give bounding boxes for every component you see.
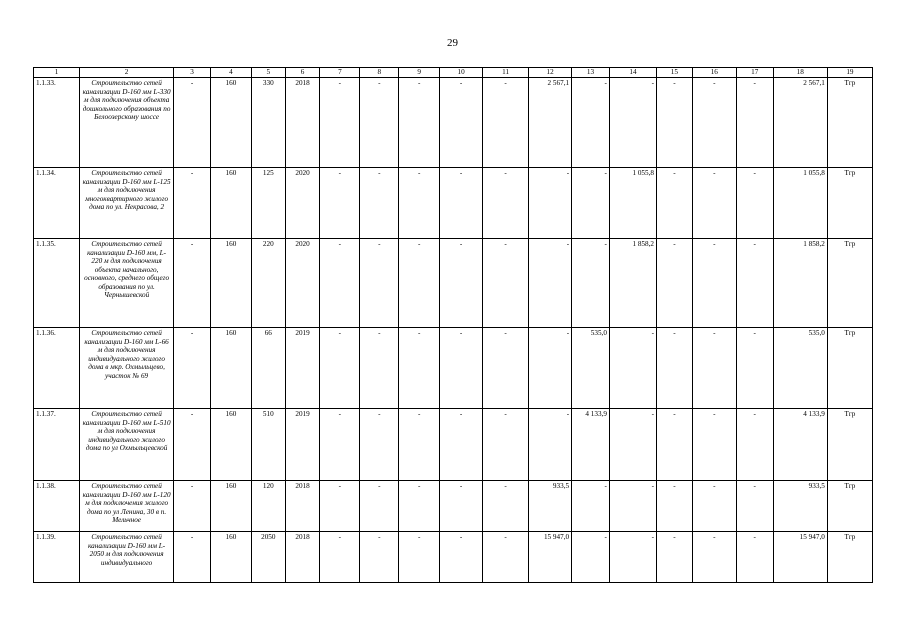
value-cell: 535,0	[773, 328, 827, 409]
value-cell: Тгр	[827, 328, 872, 409]
value-cell: -	[360, 532, 399, 583]
header-cell: 3	[174, 68, 211, 78]
header-cell: 8	[360, 68, 399, 78]
value-cell: 2020	[285, 168, 320, 239]
value-cell: -	[440, 328, 483, 409]
value-cell: 160	[210, 168, 251, 239]
table-row	[34, 409, 873, 481]
value-cell: -	[609, 328, 656, 409]
value-cell: -	[736, 409, 773, 481]
value-cell: -	[483, 239, 529, 328]
table-row	[34, 532, 873, 583]
value-cell: 2019	[285, 328, 320, 409]
header-cell: 1	[34, 68, 80, 78]
description-cell: Строительство сетей канализации D-160 мм L-330 м для подключения объекта дошкольного образования по Белоозерскому шоссе	[80, 78, 174, 168]
value-cell: -	[320, 481, 360, 532]
value-cell: -	[440, 409, 483, 481]
table-row	[34, 78, 873, 168]
row-number-cell: 1.1.35.	[34, 239, 80, 328]
value-cell: -	[692, 532, 736, 583]
value-cell: 120	[251, 481, 285, 532]
table-row	[34, 328, 873, 409]
value-cell: -	[483, 532, 529, 583]
row-number-cell: 1.1.39.	[34, 532, 80, 583]
value-cell: Тгр	[827, 168, 872, 239]
value-cell: -	[692, 168, 736, 239]
value-cell: -	[360, 481, 399, 532]
value-cell: -	[736, 168, 773, 239]
header-cell: 12	[529, 68, 572, 78]
value-cell: -	[736, 78, 773, 168]
value-cell: -	[360, 328, 399, 409]
value-cell: Тгр	[827, 409, 872, 481]
header-cell: 5	[251, 68, 285, 78]
header-cell: 9	[399, 68, 440, 78]
value-cell: 66	[251, 328, 285, 409]
header-cell: 13	[572, 68, 610, 78]
value-cell: 933,5	[529, 481, 572, 532]
value-cell: -	[360, 78, 399, 168]
value-cell: 1 055,8	[773, 168, 827, 239]
value-cell: -	[483, 481, 529, 532]
value-cell: -	[399, 168, 440, 239]
value-cell: -	[483, 78, 529, 168]
description-cell: Строительство сетей канализации D-160 мм L-120 м для подключения жилого дома по ул Ленина, 30 в п. Мельчное	[80, 481, 174, 532]
value-cell: -	[692, 328, 736, 409]
value-cell: -	[483, 168, 529, 239]
value-cell: -	[483, 409, 529, 481]
value-cell: Тгр	[827, 78, 872, 168]
value-cell: -	[657, 78, 693, 168]
row-number-cell: 1.1.36.	[34, 328, 80, 409]
value-cell: 2020	[285, 239, 320, 328]
value-cell: -	[320, 532, 360, 583]
value-cell: -	[399, 409, 440, 481]
value-cell: -	[657, 239, 693, 328]
value-cell: 2050	[251, 532, 285, 583]
value-cell: -	[174, 78, 211, 168]
header-cell: 7	[320, 68, 360, 78]
value-cell: -	[736, 481, 773, 532]
value-cell: -	[320, 78, 360, 168]
value-cell: 160	[210, 409, 251, 481]
value-cell: 160	[210, 239, 251, 328]
header-cell: 14	[609, 68, 656, 78]
header-cell: 18	[773, 68, 827, 78]
value-cell: -	[736, 239, 773, 328]
value-cell: -	[320, 168, 360, 239]
table-header-row	[34, 68, 873, 78]
header-cell: 4	[210, 68, 251, 78]
value-cell: -	[174, 168, 211, 239]
row-number-cell: 1.1.38.	[34, 481, 80, 532]
value-cell: 2 567,1	[529, 78, 572, 168]
value-cell: -	[529, 409, 572, 481]
value-cell: -	[529, 328, 572, 409]
value-cell: -	[174, 409, 211, 481]
row-number-cell: 1.1.34.	[34, 168, 80, 239]
value-cell: 1 858,2	[609, 239, 656, 328]
description-cell: Строительство сетей канализации D-160 мм L-2050 м для подключения индивидуального	[80, 532, 174, 583]
value-cell: -	[529, 239, 572, 328]
value-cell: -	[440, 239, 483, 328]
value-cell: 15 947,0	[773, 532, 827, 583]
value-cell: 2018	[285, 78, 320, 168]
value-cell: -	[360, 409, 399, 481]
value-cell: 2019	[285, 409, 320, 481]
table-row	[34, 239, 873, 328]
value-cell: -	[399, 239, 440, 328]
value-cell: 510	[251, 409, 285, 481]
value-cell: -	[692, 239, 736, 328]
value-cell: -	[657, 409, 693, 481]
value-cell: 2018	[285, 532, 320, 583]
value-cell: -	[399, 328, 440, 409]
value-cell: -	[440, 168, 483, 239]
row-number-cell: 1.1.33.	[34, 78, 80, 168]
value-cell: -	[174, 481, 211, 532]
value-cell: 220	[251, 239, 285, 328]
value-cell: 1 858,2	[773, 239, 827, 328]
value-cell: 4 133,9	[773, 409, 827, 481]
value-cell: 330	[251, 78, 285, 168]
row-number-cell: 1.1.37.	[34, 409, 80, 481]
value-cell: -	[572, 481, 610, 532]
value-cell: Тгр	[827, 481, 872, 532]
value-cell: 160	[210, 328, 251, 409]
header-cell: 16	[692, 68, 736, 78]
value-cell: -	[572, 78, 610, 168]
value-cell: -	[174, 328, 211, 409]
value-cell: -	[657, 532, 693, 583]
header-cell: 11	[483, 68, 529, 78]
value-cell: 15 947,0	[529, 532, 572, 583]
value-cell: Тгр	[827, 239, 872, 328]
description-cell: Строительство сетей канализации D-160 мм, L-220 м для подключения объекта начального, основного, среднего общего образования по ул. Чернышевской	[80, 239, 174, 328]
value-cell: -	[572, 532, 610, 583]
value-cell: -	[736, 532, 773, 583]
value-cell: -	[320, 239, 360, 328]
value-cell: 125	[251, 168, 285, 239]
value-cell: -	[657, 481, 693, 532]
header-cell: 6	[285, 68, 320, 78]
investment-table	[33, 67, 873, 583]
value-cell: -	[609, 532, 656, 583]
value-cell: 1 055,8	[609, 168, 656, 239]
value-cell: 933,5	[773, 481, 827, 532]
header-cell: 15	[657, 68, 693, 78]
value-cell: -	[440, 481, 483, 532]
header-cell: 2	[80, 68, 174, 78]
value-cell: -	[320, 328, 360, 409]
value-cell: -	[609, 78, 656, 168]
value-cell: -	[174, 532, 211, 583]
value-cell: -	[529, 168, 572, 239]
value-cell: -	[440, 532, 483, 583]
value-cell: -	[399, 532, 440, 583]
value-cell: 535,0	[572, 328, 610, 409]
header-cell: 17	[736, 68, 773, 78]
value-cell: -	[609, 409, 656, 481]
page-number: 29	[447, 37, 458, 49]
description-cell: Строительство сетей канализации D-160 мм L-66 м для подключения индивидуального жилого дома в мкр. Охмыльцево, участок № 69	[80, 328, 174, 409]
description-cell: Строительство сетей канализации D-160 мм L-125 м для подключения многоквартирного жилого дома по ул. Некрасова, 2	[80, 168, 174, 239]
value-cell: 4 133,9	[572, 409, 610, 481]
value-cell: -	[440, 78, 483, 168]
value-cell: -	[609, 481, 656, 532]
value-cell: -	[692, 409, 736, 481]
value-cell: -	[360, 239, 399, 328]
value-cell: -	[572, 239, 610, 328]
value-cell: 160	[210, 532, 251, 583]
value-cell: -	[692, 481, 736, 532]
value-cell: -	[360, 168, 399, 239]
value-cell: -	[399, 481, 440, 532]
header-cell: 19	[827, 68, 872, 78]
value-cell: -	[736, 328, 773, 409]
table-row	[34, 168, 873, 239]
value-cell: Тгр	[827, 532, 872, 583]
description-cell: Строительство сетей канализации D-160 мм L-510 м для подключения индивидуального жилого дома по ул Охмыльцевской	[80, 409, 174, 481]
table-row	[34, 481, 873, 532]
value-cell: -	[483, 328, 529, 409]
value-cell: -	[399, 78, 440, 168]
value-cell: -	[692, 78, 736, 168]
value-cell: -	[320, 409, 360, 481]
value-cell: -	[174, 239, 211, 328]
value-cell: -	[572, 168, 610, 239]
value-cell: 2018	[285, 481, 320, 532]
value-cell: 160	[210, 481, 251, 532]
value-cell: -	[657, 168, 693, 239]
value-cell: 2 567,1	[773, 78, 827, 168]
value-cell: -	[657, 328, 693, 409]
header-cell: 10	[440, 68, 483, 78]
value-cell: 160	[210, 78, 251, 168]
